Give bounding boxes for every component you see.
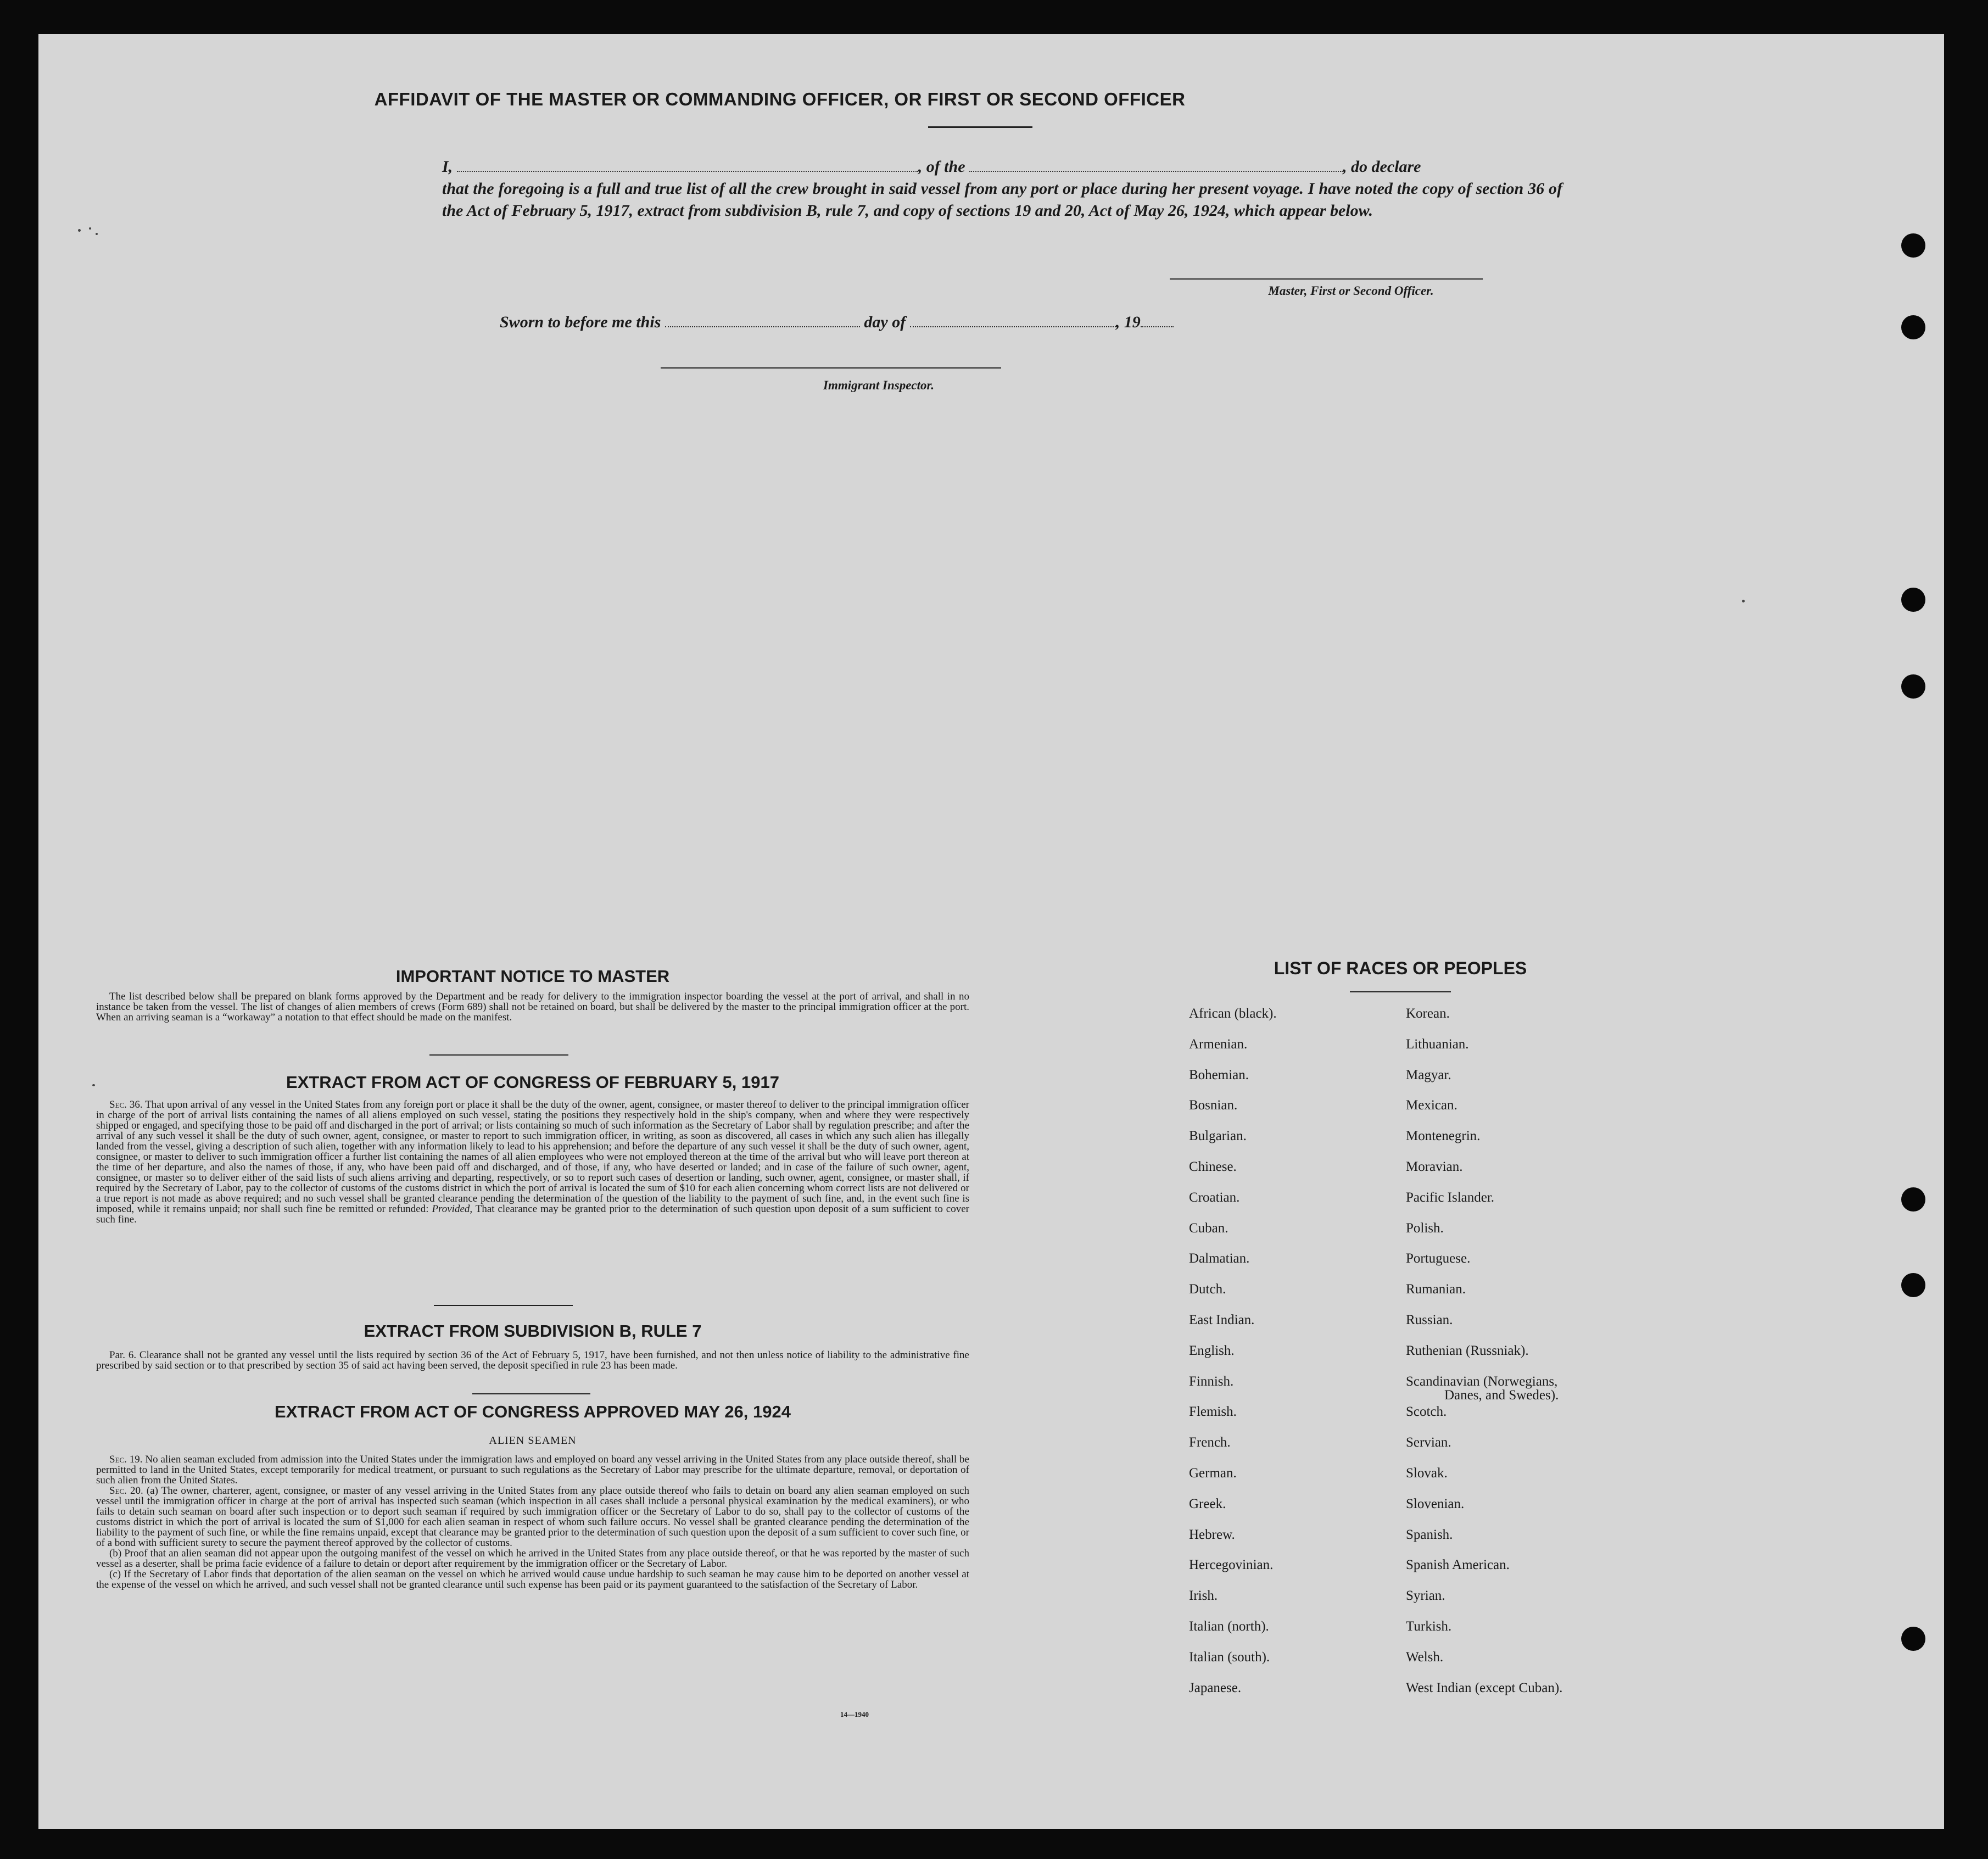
race-item: Mexican. <box>1406 1098 1458 1113</box>
vessel-name-blank[interactable] <box>969 159 1343 172</box>
sec-20b-text: (b) Proof that an alien seaman did not appear upon the outgoing manifest of the vessel on which he arrived in the United States from any place outside thereof, or that he was reported by the master of such vessel as a deserter, shall be prima facie evidence of a failure to detain or deport after requirement by the immigration officer or the Secretary of Labor. <box>96 1548 969 1570</box>
divider <box>429 1054 568 1056</box>
extract-1917-text <box>96 1099 969 1225</box>
notice-paragraph: The list described below shall be prepared on blank forms approved by the Department and be ready for delivery to the immigration inspector boarding the vessel at the port of arrival, and shall in no instance be taken from the vessel. The list of changes of alien members of crews (Form 689) shall not be retained on board, but shall be delivered by the master to the principal immigration officer at the port. When an arriving seaman is a “workaway” a notation to that effect should be made on the manifest. <box>96 991 969 1023</box>
binder-hole <box>1901 588 1925 612</box>
race-item: Welsh. <box>1406 1649 1444 1665</box>
affidavit-declare: , do declare <box>1343 158 1421 176</box>
binder-hole <box>1901 1273 1925 1297</box>
year-blank[interactable] <box>1141 314 1174 327</box>
speck <box>78 229 81 232</box>
divider <box>928 126 1032 128</box>
race-item: Scandinavian (Norwegians, <box>1406 1374 1558 1389</box>
race-item: West Indian (except Cuban). <box>1406 1680 1563 1695</box>
race-item: Hercegovinian. <box>1189 1557 1274 1573</box>
races-left-column <box>1189 1006 1409 1742</box>
binder-hole <box>1901 1187 1925 1212</box>
sworn-line <box>500 311 1324 333</box>
race-item: Bulgarian. <box>1189 1129 1247 1144</box>
race-item: Montenegrin. <box>1406 1129 1481 1144</box>
race-item: Finnish. <box>1189 1374 1234 1389</box>
signature-label: Master, First or Second Officer. <box>1268 284 1434 298</box>
race-item: Slovenian. <box>1406 1496 1465 1511</box>
sec-19-text: No alien seaman excluded from admission into the United States under the immigration laws and employed on board any vessel arriving in the United States from any place outside thereof, shall be permitted to land in the United States, except temporarily for medical treatment, or pursuant to such regulations as the Secretary of Labor may prescribe for the ultimate departure, removal, or deportation of such alien from the United States. <box>96 1454 969 1486</box>
race-item: Cuban. <box>1189 1220 1228 1236</box>
race-item: Magyar. <box>1406 1067 1451 1082</box>
race-item: Italian (north). <box>1189 1619 1269 1634</box>
race-item: Turkish. <box>1406 1619 1452 1634</box>
race-item: Bohemian. <box>1189 1067 1249 1082</box>
affidavit-of-the: , of the <box>918 158 965 176</box>
binder-hole <box>1901 315 1925 339</box>
race-item: Scotch. <box>1406 1404 1447 1420</box>
race-item: Polish. <box>1406 1220 1444 1236</box>
race-item: Spanish. <box>1406 1527 1453 1542</box>
race-item: Slovak. <box>1406 1466 1448 1481</box>
alien-seamen-subtitle: ALIEN SEAMEN <box>489 1434 577 1447</box>
race-item: Flemish. <box>1189 1404 1237 1420</box>
race-item: African (black). <box>1189 1006 1277 1021</box>
binder-hole <box>1901 233 1925 258</box>
divider <box>472 1393 590 1394</box>
race-item: French. <box>1189 1435 1231 1450</box>
divider <box>1350 991 1451 992</box>
notice-title: IMPORTANT NOTICE TO MASTER <box>395 967 670 986</box>
speck <box>92 1084 95 1086</box>
race-item-continuation: Danes, and Swedes). <box>1444 1387 1559 1403</box>
race-item: Dalmatian. <box>1189 1251 1250 1266</box>
race-item: Japanese. <box>1189 1680 1242 1695</box>
signature-line[interactable] <box>1170 278 1483 280</box>
binder-hole <box>1901 1627 1925 1651</box>
race-item: Syrian. <box>1406 1588 1445 1604</box>
race-item: Lithuanian. <box>1406 1036 1469 1052</box>
race-item: Hebrew. <box>1189 1527 1235 1542</box>
race-item: Russian. <box>1406 1313 1453 1327</box>
race-item: Rumanian. <box>1406 1282 1466 1297</box>
race-item: Pacific Islander. <box>1406 1190 1495 1205</box>
binder-hole <box>1901 674 1925 699</box>
sec-20a-text: (a) The owner, charterer, agent, consignee, or master of any vessel arriving in the United States from any place outside thereof who fails to detain on board any alien seaman employed on such vessel until the immigration officer in charge at the port of arrival has inspected such seaman (which inspection in all cases shall include a personal physical examination by the medical examiners), or who fails to detain such seaman on board after such inspection or to deport such seaman if required by such immigration officer or the Secretary of Labor to do so, shall pay to the collector of customs of the customs district in which the port of arrival is located the sum of $1,000 for each alien seaman in respect of whom such failure occurs. No vessel shall be granted clearance pending the determination of the liability to the payment of such fine, or while the fine remains unpaid, except that clearance may be granted prior to the determination of such question upon the deposit of a sum sufficient to cover such fine, or of a bond with sufficient surety to secure the payment thereof approved by the collector of customs. <box>96 1485 969 1549</box>
race-item: East Indian. <box>1189 1313 1255 1327</box>
year-prefix: , 19 <box>1115 313 1141 331</box>
race-item: Croatian. <box>1189 1190 1240 1205</box>
divider <box>434 1305 573 1306</box>
provided-label: Provided, <box>432 1203 473 1215</box>
sec-36-text: That upon arrival of any vessel in the United States from any foreign port or place it shall be the duty of the owner, agent, consignee, or master thereof to deliver to the principal immigration officer in charge of the port of arrival lists containing the names of all aliens employed on such vessel, stating the positions they respectively hold in the ship's company, when and where they were respectively shipped or engaged, and specifying those to be paid off and discharged in the port of arrival; or lists containing so much of such information as the Secretary of Labor shall by regulation prescribe; and after the arrival of any such vessel it shall be the duty of such owner, agent, consignee, or master to report to such immigration officer, in writing, as soon as discovered, all cases in which any such alien has illegally landed from the vessel, giving a description of such alien, together with any information likely to lead to his apprehension; and before the departure of any such vessel it shall be the duty of such owner, agent, consignee, or master to deliver to such immigration officer a further list containing the names of all alien employees who were not employed thereon at the time of the arrival but who will leave port thereon at the time of her departure, and also the names of those, if any, who have been paid off and discharged, and of those, if any, who have deserted or landed; and in case of the failure of such owner, agent, consignee, or master so to deliver either of the said lists of such aliens arriving and departing, respectively, or so to report such cases of desertion or landing, such owner, agent, consignee, or master shall, if required by the Secretary of Labor, pay to the collector of customs of the customs district in which the port of arrival is located the sum of $10 for each alien concerning whom correct lists are not delivered or a true report is not made as above required; and no such vessel shall be granted clearance pending the determination of the question of the liability to the payment of such fine, and, in the event such fine is imposed, while it remains unpaid; nor shall such fine be remitted or refunded: <box>96 1099 969 1215</box>
provided-text: That clearance may be granted prior to the determination of such question upon deposit of a sum sufficient to cover such fine. <box>96 1203 969 1225</box>
race-item: Spanish American. <box>1406 1557 1510 1573</box>
form-page <box>38 34 1944 1829</box>
day-blank[interactable] <box>665 314 860 327</box>
race-item: Bosnian. <box>1189 1098 1238 1113</box>
rule7-paragraph: Par. 6. Clearance shall not be granted any vessel until the lists required by section 36 of the Act of February 5, 1917, have been furnished, and not then unless notice of liability to the administrative fine prescribed by said section or to that prescribed by section 35 of said act having been served, the deposit specified in rule 23 has been made. <box>96 1349 969 1371</box>
month-blank[interactable] <box>910 314 1116 327</box>
race-item: Armenian. <box>1189 1036 1248 1052</box>
extract-1924-title: EXTRACT FROM ACT OF CONGRESS APPROVED MAY 26, 1924 <box>275 1402 791 1421</box>
race-item: German. <box>1189 1466 1237 1481</box>
race-item: Chinese. <box>1189 1159 1237 1174</box>
sec-20-label: Sec. 20. <box>109 1485 143 1497</box>
inspector-label: Immigrant Inspector. <box>823 378 934 392</box>
affidavit-i: I, <box>442 158 453 176</box>
speck <box>96 233 98 235</box>
affidavit-line1 <box>442 156 1562 178</box>
form-number: 14—1940 <box>840 1710 869 1718</box>
races-right-column <box>1406 1006 1691 1742</box>
race-item: Portuguese. <box>1406 1251 1471 1266</box>
race-item: Ruthenian (Russniak). <box>1406 1343 1529 1358</box>
sec-19-label: Sec. 19. <box>109 1454 143 1465</box>
extract-1924-text <box>96 1454 969 1590</box>
race-item: Dutch. <box>1189 1282 1226 1297</box>
inspector-line[interactable] <box>661 367 1001 369</box>
affidavit-title: AFFIDAVIT OF THE MASTER OR COMMANDING OFFICER, OR FIRST OR SECOND OFFICER <box>374 89 1186 109</box>
speck <box>1742 600 1745 602</box>
race-item: Korean. <box>1406 1006 1450 1021</box>
rule7-title: EXTRACT FROM SUBDIVISION B, RULE 7 <box>364 1321 702 1341</box>
sec-20c-text: (c) If the Secretary of Labor finds that deportation of the alien seaman on the vessel on which he arrived would cause undue hardship to such seaman he may cause him to be deported on another vessel at the expense of the vessel on which he arrived, and such vessel shall not be granted clearance until such expense has been paid or its payment guaranteed to the satisfaction of the Secretary of Labor. <box>96 1568 969 1590</box>
extract-1917-title: EXTRACT FROM ACT OF CONGRESS OF FEBRUARY 5, 1917 <box>286 1073 779 1092</box>
race-item: Servian. <box>1406 1435 1451 1450</box>
races-title: LIST OF RACES OR PEOPLES <box>1274 958 1527 978</box>
race-item: Irish. <box>1189 1588 1218 1604</box>
affidavit-body: that the foregoing is a full and true list of all the crew brought in said vessel from any port or place during her present voyage. I have noted the copy of section 36 of the Act of February 5, 1917, extract from subdivision B, rule 7, and copy of sections 19 and 20, Act of May 26, 1924, which appear below. <box>442 180 1562 220</box>
day-of-text: day of <box>864 313 906 331</box>
race-item: Italian (south). <box>1189 1649 1270 1665</box>
rule7-text <box>96 1350 969 1371</box>
notice-text <box>96 991 969 1023</box>
sworn-text: Sworn to before me this <box>500 313 661 331</box>
officer-name-blank[interactable] <box>457 159 918 172</box>
speck <box>89 227 91 230</box>
race-item: Moravian. <box>1406 1159 1463 1174</box>
race-item: Greek. <box>1189 1496 1226 1511</box>
sec-36-label: Sec. 36. <box>109 1099 143 1110</box>
race-item: English. <box>1189 1343 1235 1358</box>
